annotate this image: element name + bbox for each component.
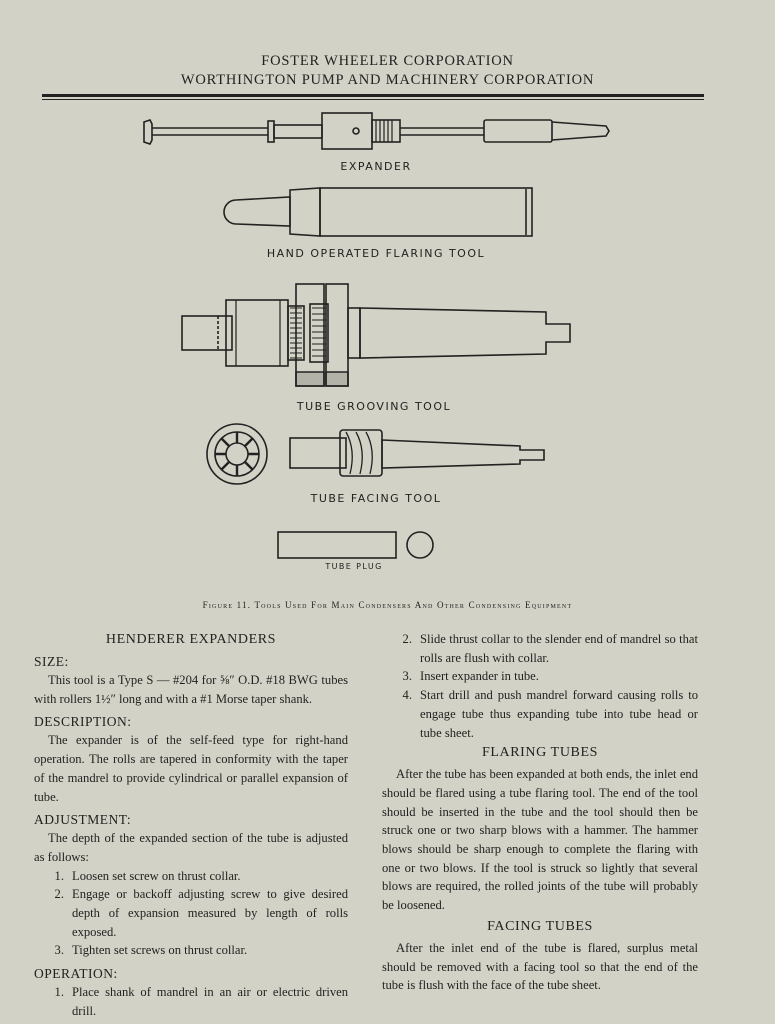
expander-label: EXPANDER bbox=[340, 160, 412, 173]
size-text: This tool is a Type S — #204 for ⅝″ O.D. #18 BWG tubes with rollers 1½″ long and with a #1 Morse taper shank. bbox=[34, 673, 348, 706]
adjustment-steps bbox=[34, 867, 348, 961]
flaring-tubes-title: FLARING TUBES bbox=[481, 745, 599, 761]
grooving-tool-drawing bbox=[0, 278, 775, 398]
grooving-tool-label: TUBE GROOVING TOOL bbox=[296, 400, 452, 413]
header-line-1: FOSTER WHEELER CORPORATION bbox=[261, 53, 514, 69]
page-header bbox=[0, 52, 775, 90]
figure-11 bbox=[0, 100, 775, 600]
figure-caption: Figure 11. Tools Used For Main Condensers And Other Condensing Equipment bbox=[202, 600, 573, 610]
flaring-text: After the tube has been expanded at both ends, the inlet end should be flared using a tube flaring tool. The end of the tool should be inserted in the tube and the tool should then be struck one or two sharp blows with a hammer. The hammer blows should be sharp enough to complete the flaring with one or two blows. If the tool is struck so lightly that several blows are required, the rolled joints of the tube will probably be loosened. bbox=[382, 767, 698, 913]
size-heading: SIZE: bbox=[34, 654, 69, 669]
adjustment-text: The depth of the expanded section of the tube is adjusted as follows: bbox=[34, 831, 348, 864]
henderer-expanders-title: HENDERER EXPANDERS bbox=[105, 632, 277, 647]
adjustment-heading: ADJUSTMENT: bbox=[34, 812, 132, 828]
list-item: 4. Start drill and push mandrel forward causing rolls to engage tube thus expanding tube into tube head or tube sheet. bbox=[402, 688, 698, 740]
list-item: 2. Engage or backoff adjusting screw to give desired depth of expansion measured by length of rolls exposed. bbox=[54, 887, 348, 939]
left-column bbox=[34, 630, 348, 1021]
list-item: 2. Slide thrust collar to the slender end of mandrel so that rolls are flush with collar. bbox=[402, 632, 698, 665]
facing-tubes-title: FACING TUBES bbox=[487, 918, 593, 934]
description-text: The expander is of the self-feed type for right-hand operation. The rolls are tapered in conformity with the taper of the mandrel to provide cylindrical or parallel expansion of tube. bbox=[34, 733, 348, 804]
operation-heading: OPERATION: bbox=[34, 966, 118, 982]
operation-steps-right bbox=[382, 630, 698, 742]
header-line-2: WORTHINGTON PUMP AND MACHINERY CORPORATION bbox=[180, 72, 595, 88]
facing-text: After the inlet end of the tube is flared, surplus metal should be removed with a facing tool so that the end of the tube is flush with the face of the tube sheet. bbox=[382, 940, 698, 993]
expander-drawing bbox=[0, 102, 775, 162]
right-column bbox=[382, 630, 698, 995]
list-item: 1. Place shank of mandrel in an air or electric driven drill. bbox=[54, 985, 348, 1018]
flaring-tool-drawing bbox=[0, 180, 775, 240]
tube-plug-label: TUBE PLUG bbox=[325, 562, 383, 571]
header-rule-thick bbox=[42, 94, 704, 97]
operation-steps-left bbox=[34, 983, 348, 1020]
list-item: 3. Tighten set screws on thrust collar. bbox=[54, 943, 248, 958]
tube-plug-drawing bbox=[0, 526, 775, 566]
facing-tool-label: TUBE FACING TOOL bbox=[310, 492, 442, 505]
list-item: 1. Loosen set screw on thrust collar. bbox=[54, 868, 241, 883]
list-item: 3. Insert expander in tube. bbox=[402, 669, 539, 684]
facing-tool-drawing bbox=[0, 420, 775, 490]
description-heading: DESCRIPTION: bbox=[34, 714, 132, 730]
flaring-tool-label: HAND OPERATED FLARING TOOL bbox=[266, 247, 486, 260]
